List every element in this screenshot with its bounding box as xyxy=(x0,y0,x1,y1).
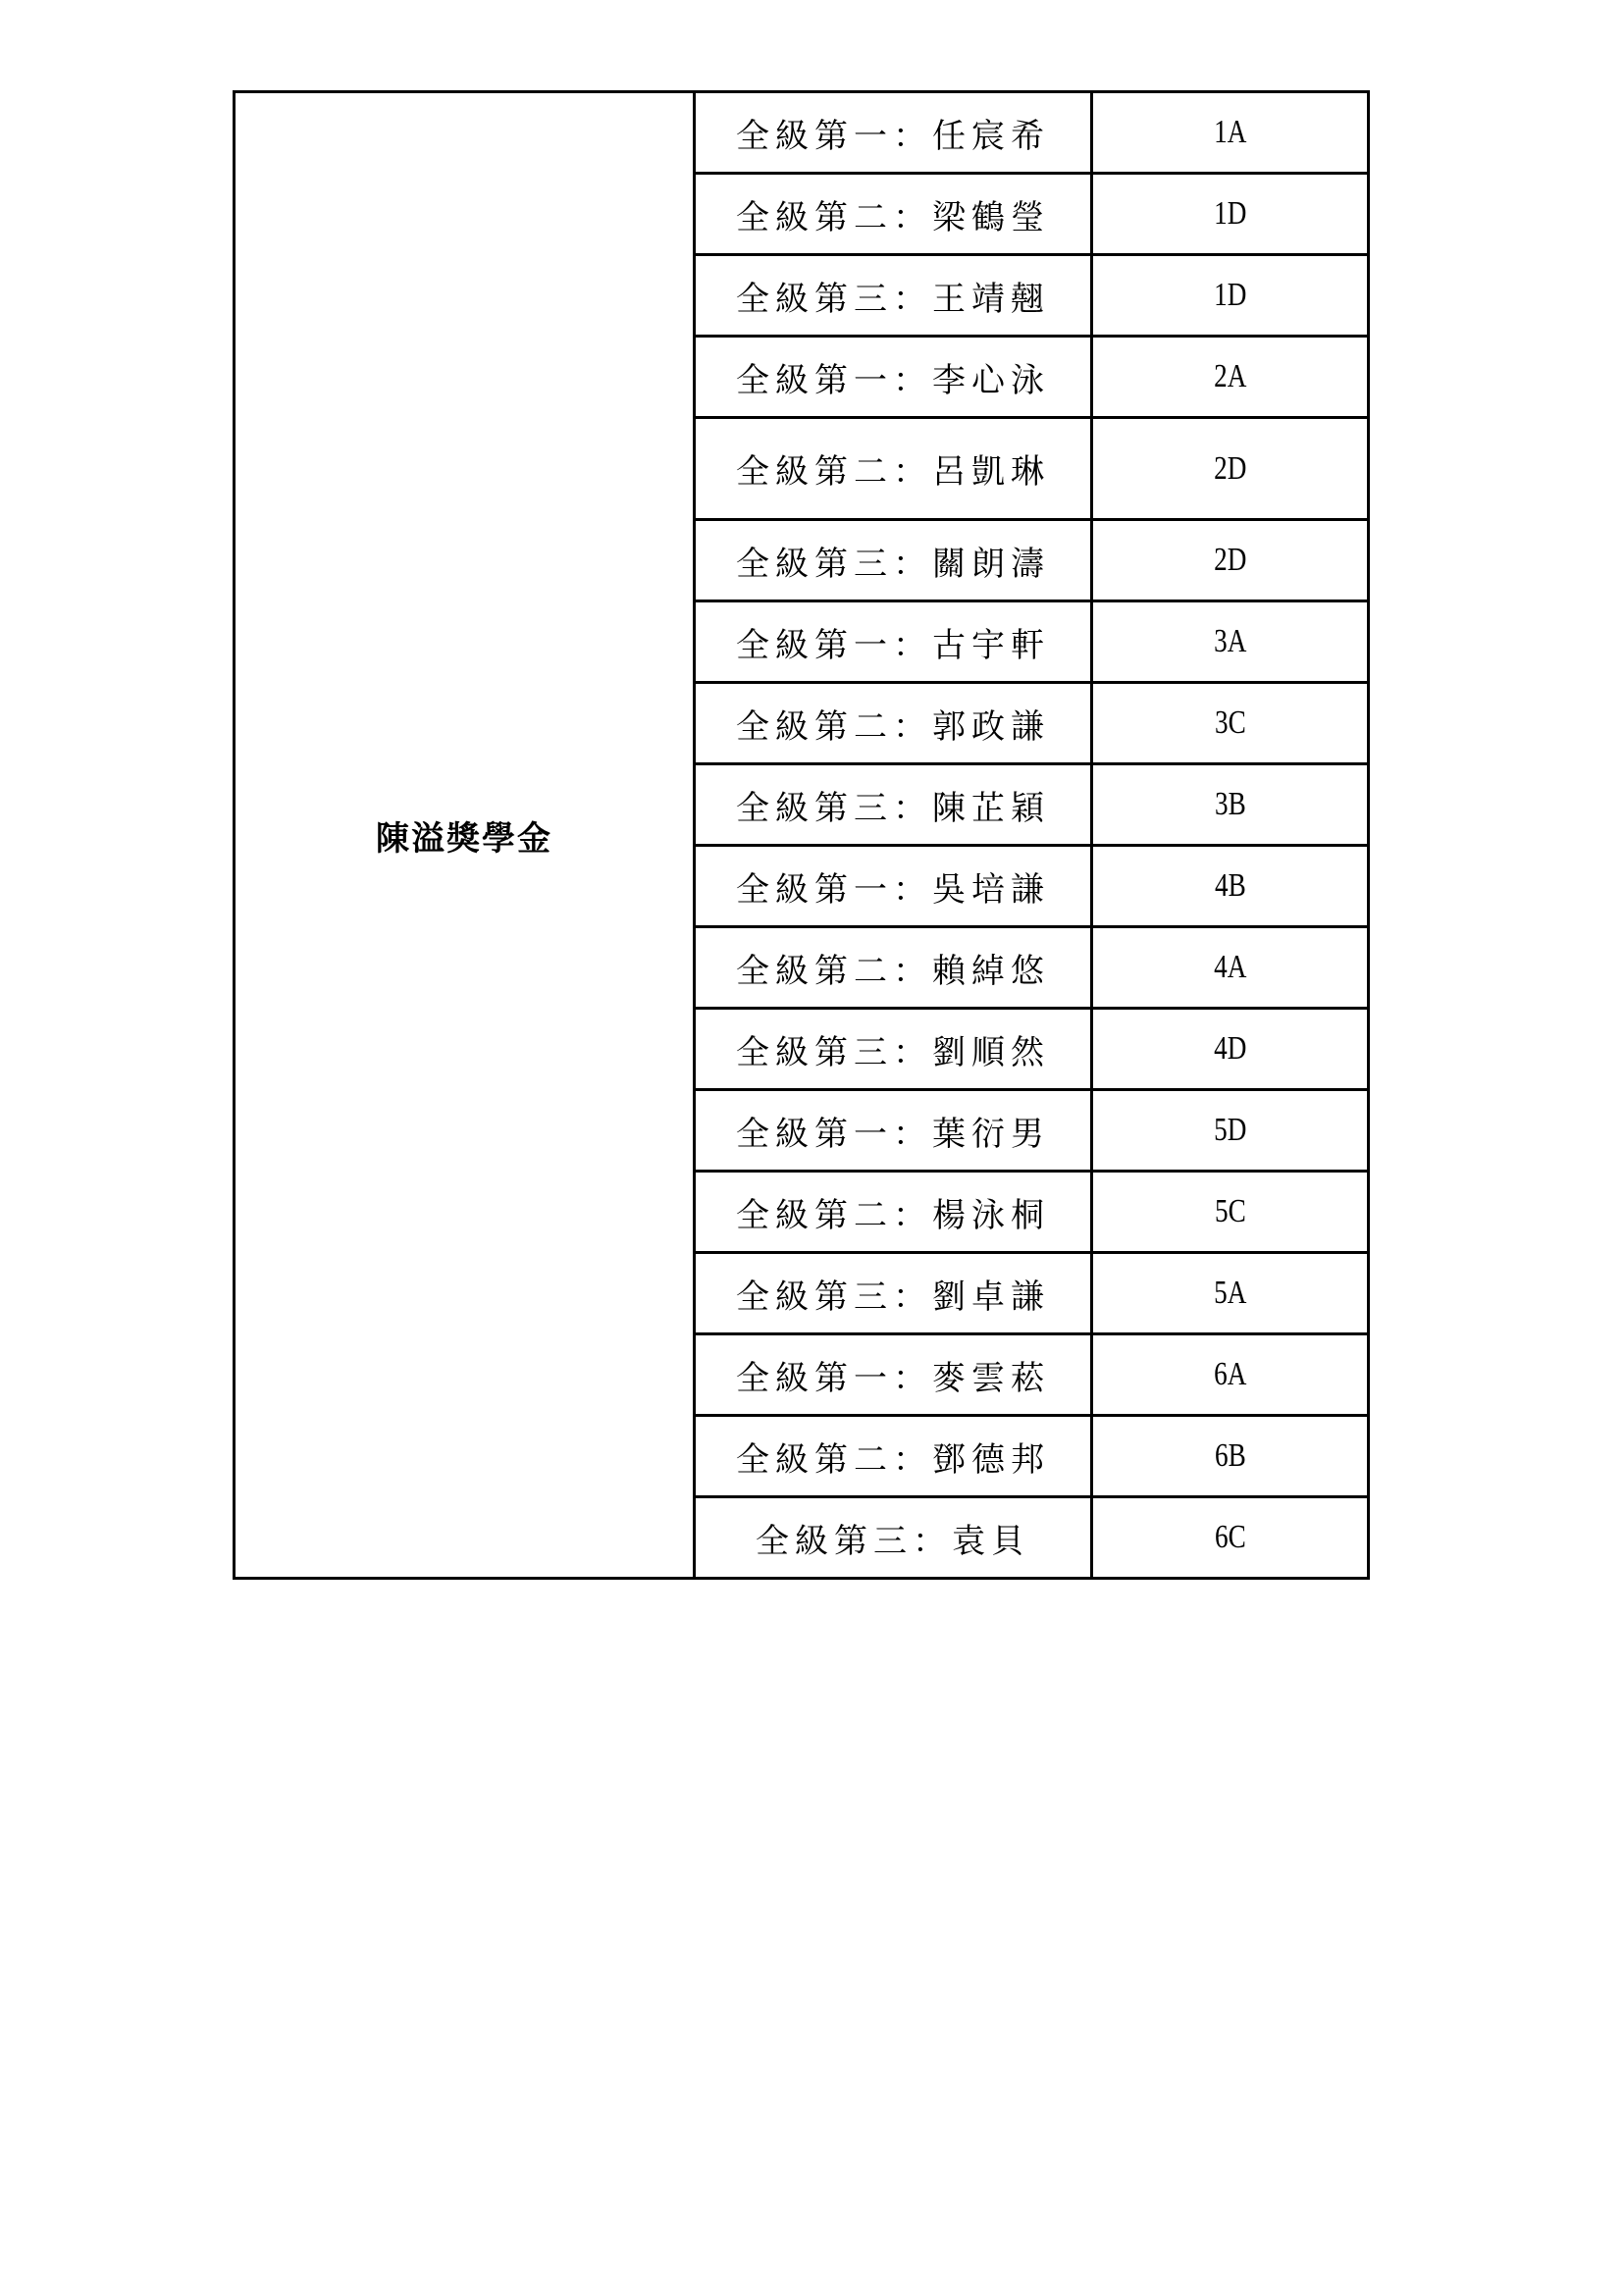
class-cell xyxy=(1092,520,1369,601)
student-cell: 全級第三：劉順然 xyxy=(695,1009,1092,1090)
class-label: 3C xyxy=(1214,704,1246,741)
class-cell xyxy=(1092,174,1369,255)
student-cell: 全級第二：梁鶴瑩 xyxy=(695,174,1092,255)
class-label: 2D xyxy=(1213,449,1247,487)
class-label: 1D xyxy=(1213,277,1247,313)
class-label: 5A xyxy=(1213,1275,1247,1311)
class-label: 2A xyxy=(1213,358,1247,394)
class-cell xyxy=(1092,418,1369,520)
student-cell: 全級第三：陳芷穎 xyxy=(695,764,1092,846)
class-label: 6A xyxy=(1213,1356,1247,1392)
student-cell: 全級第一：任宸希 xyxy=(695,92,1092,174)
class-cell xyxy=(1092,1334,1369,1416)
student-cell: 全級第一：吳培謙 xyxy=(695,846,1092,927)
class-cell xyxy=(1092,1497,1369,1579)
student-cell: 全級第二：呂凱琳 xyxy=(695,418,1092,520)
award-name-cell: 陳溢獎學金 xyxy=(235,92,695,1579)
class-cell xyxy=(1092,764,1369,846)
class-cell xyxy=(1092,1416,1369,1497)
class-label: 1D xyxy=(1213,195,1247,232)
class-cell xyxy=(1092,337,1369,418)
class-cell xyxy=(1092,1253,1369,1334)
class-cell xyxy=(1092,683,1369,764)
class-label: 6C xyxy=(1214,1519,1246,1555)
class-cell xyxy=(1092,255,1369,337)
student-cell: 全級第一：李心泳 xyxy=(695,337,1092,418)
class-label: 4A xyxy=(1213,949,1247,985)
class-label: 2D xyxy=(1213,542,1247,578)
class-label: 5D xyxy=(1213,1112,1247,1148)
student-cell: 全級第一：古宇軒 xyxy=(695,601,1092,683)
class-label: 3A xyxy=(1213,623,1247,659)
award-table xyxy=(233,90,1370,1580)
class-cell xyxy=(1092,1172,1369,1253)
student-cell: 全級第一：葉衍男 xyxy=(695,1090,1092,1172)
class-cell xyxy=(1092,846,1369,927)
class-label: 4B xyxy=(1214,867,1246,904)
class-label: 6B xyxy=(1214,1437,1246,1474)
student-cell: 全級第二：楊泳桐 xyxy=(695,1172,1092,1253)
student-cell: 全級第三：袁貝 xyxy=(695,1497,1092,1579)
student-cell: 全級第一：麥雲菘 xyxy=(695,1334,1092,1416)
class-label: 5C xyxy=(1214,1193,1246,1229)
class-label: 4D xyxy=(1213,1030,1247,1067)
student-cell: 全級第三：關朗濤 xyxy=(695,520,1092,601)
student-cell: 全級第二：郭政謙 xyxy=(695,683,1092,764)
class-label: 1A xyxy=(1213,114,1247,150)
class-cell xyxy=(1092,601,1369,683)
student-cell: 全級第二：鄧德邦 xyxy=(695,1416,1092,1497)
class-cell xyxy=(1092,1009,1369,1090)
student-cell: 全級第三：王靖翹 xyxy=(695,255,1092,337)
class-cell xyxy=(1092,927,1369,1009)
class-label: 3B xyxy=(1214,786,1246,822)
class-cell xyxy=(1092,92,1369,174)
table-row xyxy=(235,92,1369,174)
student-cell: 全級第三：劉卓謙 xyxy=(695,1253,1092,1334)
student-cell: 全級第二：賴綽悠 xyxy=(695,927,1092,1009)
class-cell xyxy=(1092,1090,1369,1172)
